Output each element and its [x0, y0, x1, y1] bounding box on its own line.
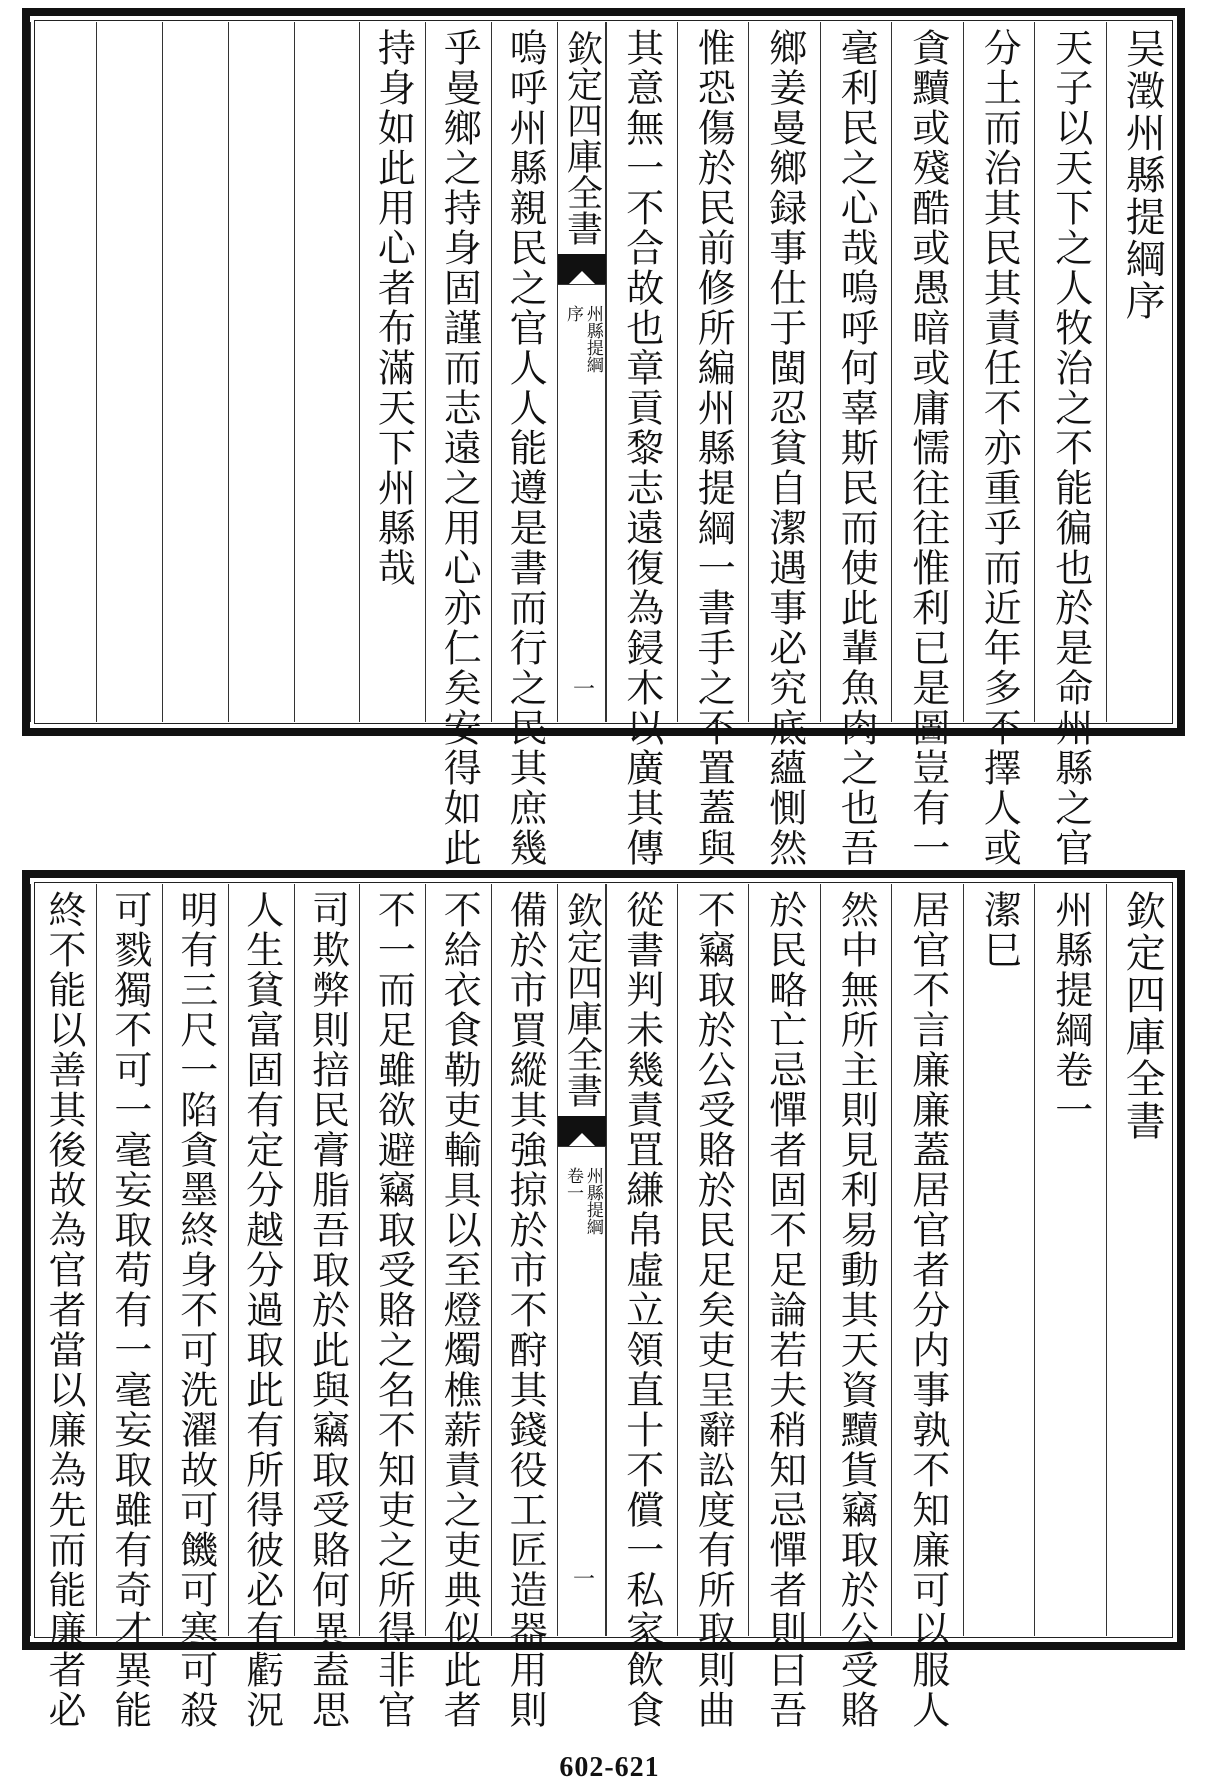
text-column	[963, 884, 1036, 1636]
text-column	[677, 884, 750, 1730]
fishtail-mark	[558, 254, 606, 284]
column-text: 潔巳	[977, 890, 1022, 970]
text-column	[963, 22, 1036, 868]
text-column	[820, 884, 893, 1730]
text-column	[162, 884, 229, 1730]
column-text: 然中無所主則見利易動其天資黷貨竊取於公受賂	[834, 890, 879, 1730]
text-column	[96, 884, 163, 1730]
column-text: 惟恐傷於民前修所編州縣提綱一書手之不置蓋與	[691, 28, 736, 868]
text-column	[1106, 884, 1179, 1636]
text-column	[748, 22, 821, 868]
column-text: 欽定四庫全書	[1119, 890, 1166, 1142]
fold-page-number: 一	[569, 677, 595, 699]
text-column	[359, 884, 426, 1730]
column-text: 明有三尺一陷貪墨終身不可洗濯故可饑可寒可殺	[173, 890, 218, 1730]
center-fold	[557, 884, 607, 1636]
column-text: 嗚呼州縣親民之官人人能遵是書而行之民其庶幾	[503, 28, 548, 868]
bottom-half-page	[22, 870, 1185, 1730]
text-column	[605, 884, 678, 1730]
column-text: 天子以天下之人牧治之不能徧也於是命州縣之官	[1048, 28, 1093, 868]
text-column	[677, 22, 750, 868]
text-column	[425, 22, 492, 868]
text-column	[228, 884, 295, 1730]
column-text: 毫利民之心哉嗚呼何辜斯民而使此輩魚肉之也吾	[834, 28, 879, 868]
column-text: 其意無一不合故也章貢黎志遠復為鋟木以廣其傳	[619, 28, 664, 868]
text-column	[1034, 884, 1107, 1636]
column-text: 不竊取於公受賂於民足矣吏呈辭訟度有所取則曲	[691, 890, 736, 1730]
fold-library-title: 欽定四庫全書	[561, 30, 603, 246]
text-column	[1106, 22, 1179, 722]
column-text: 居官不言廉廉蓋居官者分内事孰不知廉可以服人	[905, 890, 950, 1730]
page-code: 602-621	[559, 1752, 660, 1783]
column-text: 鄉姜曼鄉録事仕于閩忍貧自潔遇事必究底蘊惻然	[762, 28, 807, 868]
text-column	[294, 22, 361, 722]
column-text: 州縣提綱卷一	[1048, 890, 1093, 1130]
column-text: 貪黷或殘酷或愚暗或庸懦往往惟利已是圖豈有一	[905, 28, 950, 868]
fold-library-title: 欽定四庫全書	[561, 892, 603, 1108]
fold-page-number: 一	[569, 1567, 595, 1589]
text-column	[491, 22, 558, 868]
column-text: 乎曼鄉之持身固謹而志遠之用心亦仁矣安得如此	[437, 28, 482, 868]
column-text: 終不能以善其後故為官者當以廉為先而能廉者必	[41, 890, 86, 1730]
text-column	[30, 22, 97, 722]
column-text: 司欺弊則掊民膏脂吾取於此與竊取受賂何異盍思	[305, 890, 350, 1730]
fold-section: 序	[563, 305, 583, 322]
fishtail-mark	[558, 1116, 606, 1146]
text-column	[162, 22, 229, 722]
fold-book-title: 州縣提綱	[582, 1167, 603, 1235]
text-column	[891, 22, 964, 868]
column-text: 不給衣食勒吏輸具以至燈燭樵薪責之吏典似此者	[437, 890, 482, 1730]
text-column	[96, 22, 163, 722]
fold-book-title: 州縣提綱	[582, 305, 603, 373]
column-text: 分土而治其民其責任不亦重乎而近年多不擇人或	[977, 28, 1022, 868]
text-column	[1034, 22, 1107, 868]
text-column	[294, 884, 361, 1730]
column-text: 不一而足雖欲避竊取受賂之名不知吏之所得非官	[371, 890, 416, 1730]
column-text: 持身如此用心者布滿天下州縣哉	[371, 28, 416, 588]
column-text: 備於市買縱其強掠於市不酧其錢役工匠造器用則	[503, 890, 548, 1730]
column-text: 可戮獨不可一毫妄取苟有一毫妄取雖有奇才異能	[107, 890, 152, 1730]
fold-section: 卷一	[563, 1167, 583, 1201]
text-column	[425, 884, 492, 1730]
top-half-page	[22, 8, 1185, 868]
column-text: 吴澂州縣提綱序	[1119, 28, 1166, 322]
text-column	[820, 22, 893, 868]
text-column	[30, 884, 97, 1730]
center-fold	[557, 22, 607, 722]
column-text: 於民略亡忌憚者固不足論若夫稍知忌憚者則曰吾	[762, 890, 807, 1730]
column-text: 人生貧富固有定分越分過取此有所得彼必有虧況	[239, 890, 284, 1730]
text-column	[748, 884, 821, 1730]
text-column	[228, 22, 295, 722]
text-column	[605, 22, 678, 868]
text-column	[359, 22, 426, 722]
text-column	[891, 884, 964, 1730]
text-column	[491, 884, 558, 1730]
column-text: 從書判未幾責罝縑帛虛立領直十不償一私家飲食	[619, 890, 664, 1730]
